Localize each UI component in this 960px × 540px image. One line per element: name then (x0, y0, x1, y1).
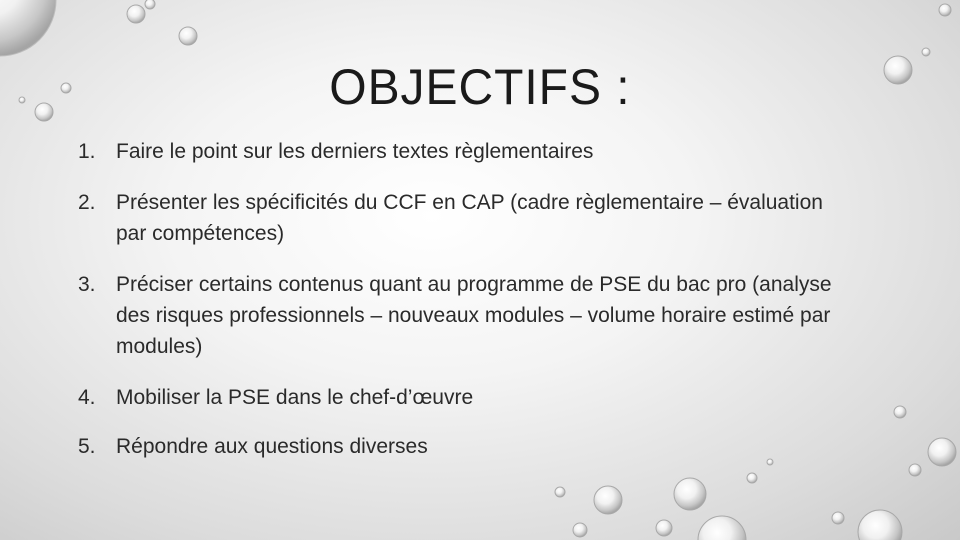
objective-text: Présenter les spécificités du CCF en CAP (cadre règlementaire – évaluation par compétences) (116, 191, 823, 245)
slide-title-text: OBJECTIFS : (329, 59, 631, 115)
slide-title (0, 58, 960, 116)
objective-number: 5. (78, 435, 96, 458)
objective-item (78, 187, 858, 249)
objective-item (78, 431, 858, 462)
objective-number: 3. (78, 273, 96, 296)
objective-item (78, 136, 858, 167)
droplet-cluster-bottom-middle (555, 459, 773, 537)
objective-item (78, 269, 858, 362)
objective-number: 2. (78, 191, 96, 214)
objective-item (78, 382, 858, 413)
objective-number: 4. (78, 386, 96, 409)
objective-text: Mobiliser la PSE dans le chef-d’œuvre (116, 386, 474, 409)
objectives-list (78, 136, 858, 462)
objective-number: 1. (78, 140, 96, 163)
objective-text: Répondre aux questions diverses (116, 435, 428, 458)
objective-text: Préciser certains contenus quant au programme de PSE du bac pro (analyse des risques professionnels – nouveaux modules – volume horaire estimé par modules) (116, 273, 832, 358)
objective-text: Faire le point sur les derniers textes règlementaires (116, 140, 594, 163)
